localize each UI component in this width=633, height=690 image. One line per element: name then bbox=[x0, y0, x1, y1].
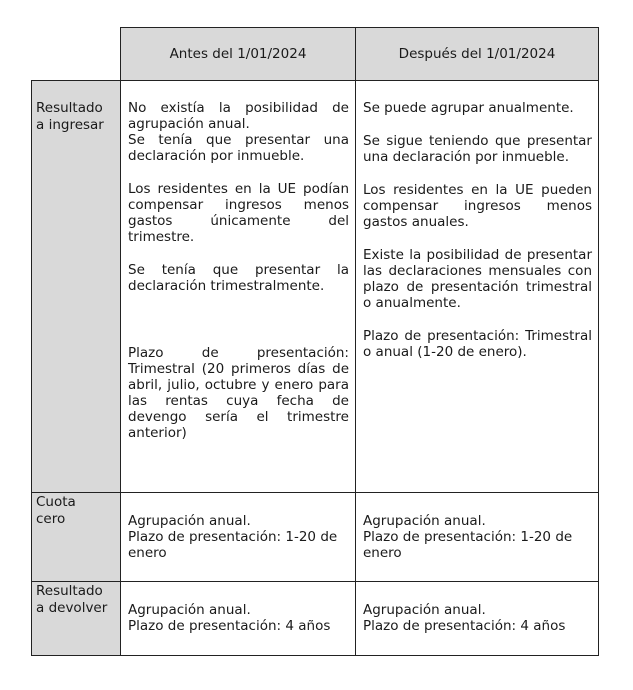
cell-before-cuota-cero bbox=[120, 492, 356, 582]
text-paragraph: Plazo de presentación: Trimestral o anual (1-20 de enero). bbox=[363, 328, 592, 360]
row-label-text: Resultado a ingresar bbox=[36, 100, 104, 133]
row-label-resultado-devolver bbox=[31, 581, 121, 656]
header-after bbox=[355, 27, 599, 81]
row-label-cuota-cero bbox=[31, 492, 121, 582]
cell-after-resultado-ingresar bbox=[355, 80, 599, 493]
text-paragraph: Plazo de presentación: Trimestral (20 primeros días de abril, julio, octubre y enero para las rentas cuya fecha de devengo sería el trimestre anterior) bbox=[128, 345, 349, 441]
text-paragraph: Agrupación anual. Plazo de presentación: 4 años bbox=[363, 602, 566, 634]
text-paragraph: No existía la posibilidad de agrupación anual. Se tenía que presentar una declaración por inmueble. bbox=[128, 100, 349, 164]
cell-after-resultado-devolver bbox=[355, 581, 599, 656]
cell-before-resultado-devolver bbox=[120, 581, 356, 656]
header-before bbox=[120, 27, 356, 81]
header-after-text: Después del 1/01/2024 bbox=[398, 46, 556, 62]
text-paragraph: Se sigue teniendo que presentar una declaración por inmueble. bbox=[363, 133, 592, 165]
header-before-text: Antes del 1/01/2024 bbox=[169, 46, 307, 62]
text-paragraph: Los residentes en la UE podían compensar ingresos menos gastos únicamente del trimestre. bbox=[128, 181, 349, 245]
text-paragraph: Agrupación anual. Plazo de presentación: 1-20 de enero bbox=[128, 513, 338, 561]
text-paragraph: Se puede agrupar anualmente. bbox=[363, 100, 574, 116]
text-paragraph: Agrupación anual. Plazo de presentación: 4 años bbox=[128, 602, 331, 634]
row-label-text: Cuota cero bbox=[36, 494, 76, 527]
row-label-resultado-ingresar bbox=[31, 80, 121, 493]
text-paragraph: Agrupación anual. Plazo de presentación: 1-20 de enero bbox=[363, 513, 573, 561]
text-paragraph: Existe la posibilidad de presentar las declaraciones mensuales con plazo de presentación trimestral o anualmente. bbox=[363, 247, 592, 311]
row-label-text: Resultado a devolver bbox=[36, 583, 108, 616]
cell-before-resultado-ingresar bbox=[120, 80, 356, 493]
text-paragraph: Los residentes en la UE pueden compensar ingresos menos gastos anuales. bbox=[363, 182, 592, 230]
text-paragraph: Se tenía que presentar la declaración trimestralmente. bbox=[128, 262, 349, 294]
cell-after-cuota-cero bbox=[355, 492, 599, 582]
